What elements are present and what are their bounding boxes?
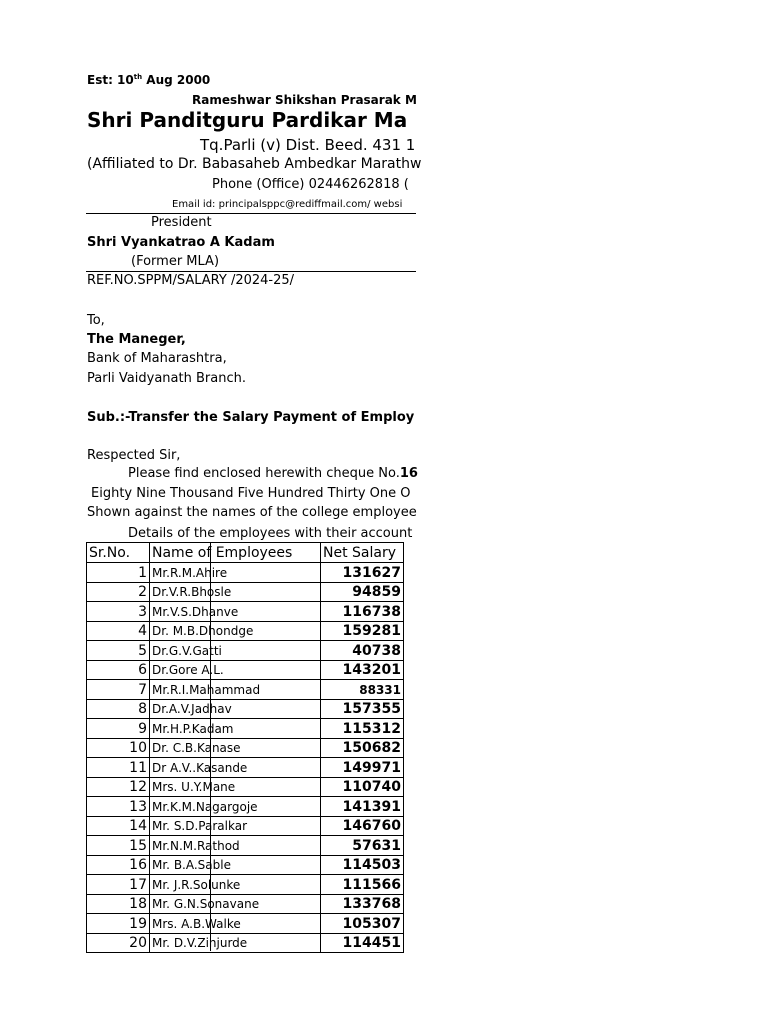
president-note: (Former MLA) xyxy=(131,254,220,269)
table-row xyxy=(87,836,404,856)
affiliation: (Affiliated to Dr. Babasaheb Ambedkar Marathw xyxy=(87,156,422,172)
table-row xyxy=(87,660,404,680)
president-divider xyxy=(86,271,416,272)
table-row xyxy=(87,933,404,953)
established-date: Est: 10th Aug 2000 xyxy=(87,73,211,87)
table-row xyxy=(87,680,404,700)
employee-name-cell: Mr.H.P.Kadam xyxy=(150,719,321,739)
employee-name-cell: Mr. G.N.Sonavane xyxy=(150,894,321,914)
net-salary-cell: 88331 xyxy=(321,680,404,700)
employee-name-cell: Mrs. A.B.Walke xyxy=(150,914,321,934)
sr-no-cell: 17 xyxy=(87,875,150,895)
column-divider xyxy=(210,542,211,951)
sr-no-cell: 12 xyxy=(87,777,150,797)
table-row xyxy=(87,875,404,895)
sr-no-cell: 1 xyxy=(87,563,150,583)
sr-no-cell: 5 xyxy=(87,641,150,661)
sr-no-cell: 16 xyxy=(87,855,150,875)
sr-no-cell: 10 xyxy=(87,738,150,758)
college-address: Tq.Parli (v) Dist. Beed. 431 1 xyxy=(200,136,416,154)
employee-name-cell: Mr. J.R.Solunke xyxy=(150,875,321,895)
net-salary-cell: 116738 xyxy=(321,602,404,622)
table-row xyxy=(87,855,404,875)
table-row xyxy=(87,719,404,739)
net-salary-cell: 159281 xyxy=(321,621,404,641)
net-salary-cell: 105307 xyxy=(321,914,404,934)
sr-no-cell: 3 xyxy=(87,602,150,622)
sr-no-cell: 2 xyxy=(87,582,150,602)
employee-name-cell: Dr.V.R.Bhosle xyxy=(150,582,321,602)
employee-name-cell: Dr.G.V.Gatti xyxy=(150,641,321,661)
table-row xyxy=(87,777,404,797)
employee-name-cell: Mr. D.V.Zinjurde xyxy=(150,933,321,953)
recipient: The Maneger, xyxy=(87,332,186,347)
header-name: Name of Employees xyxy=(150,543,321,563)
body-line-1: Please find enclosed herewith cheque No.16 xyxy=(128,466,418,481)
college-name: Shri Panditguru Pardikar Ma xyxy=(87,108,408,132)
phone: Phone (Office) 02446262818 ( xyxy=(212,177,409,192)
employee-salary-table xyxy=(86,542,404,953)
net-salary-cell: 94859 xyxy=(321,582,404,602)
sr-no-cell: 6 xyxy=(87,660,150,680)
net-salary-cell: 57631 xyxy=(321,836,404,856)
net-salary-cell: 131627 xyxy=(321,563,404,583)
society-name: Rameshwar Shikshan Prasarak M xyxy=(192,93,417,107)
table-row xyxy=(87,914,404,934)
table-row xyxy=(87,816,404,836)
sr-no-cell: 4 xyxy=(87,621,150,641)
table-row xyxy=(87,602,404,622)
email-website: Email id: principalsppc@rediffmail.com/ websi xyxy=(172,199,403,210)
header-net-salary: Net Salary xyxy=(321,543,404,563)
subject-line: Sub.:-Transfer the Salary Payment of Employ xyxy=(87,410,415,425)
employee-name-cell: Mr.R.I.Mahammad xyxy=(150,680,321,700)
employee-name-cell: Dr.Gore A.L. xyxy=(150,660,321,680)
table-row xyxy=(87,621,404,641)
employee-name-cell: Mrs. U.Y.Mane xyxy=(150,777,321,797)
employee-name-cell: Mr.R.M.Ahire xyxy=(150,563,321,583)
employee-name-cell: Mr.K.M.Nagargoje xyxy=(150,797,321,817)
sr-no-cell: 8 xyxy=(87,699,150,719)
table-header-row xyxy=(87,543,404,563)
president-title: President xyxy=(151,215,212,230)
net-salary-cell: 149971 xyxy=(321,758,404,778)
president-name: Shri Vyankatrao A Kadam xyxy=(87,235,275,250)
sr-no-cell: 19 xyxy=(87,914,150,934)
employee-name-cell: Mr.V.S.Dhanve xyxy=(150,602,321,622)
net-salary-cell: 115312 xyxy=(321,719,404,739)
employee-name-cell: Dr. M.B.Dhondge xyxy=(150,621,321,641)
reference-number: REF.NO.SPPM/SALARY /2024-25/ xyxy=(87,273,295,288)
sr-no-cell: 14 xyxy=(87,816,150,836)
body-line-4: Details of the employees with their account xyxy=(128,526,413,541)
salutation: Respected Sir, xyxy=(87,448,181,463)
table-row xyxy=(87,797,404,817)
header-sr-no: Sr.No. xyxy=(87,543,150,563)
sr-no-cell: 20 xyxy=(87,933,150,953)
sr-no-cell: 7 xyxy=(87,680,150,700)
employee-name-cell: Mr.N.M.Rathod xyxy=(150,836,321,856)
net-salary-cell: 110740 xyxy=(321,777,404,797)
net-salary-cell: 157355 xyxy=(321,699,404,719)
sr-no-cell: 11 xyxy=(87,758,150,778)
employee-name-cell: Mr. S.D.Paralkar xyxy=(150,816,321,836)
employee-name-cell: Dr A.V..Kasande xyxy=(150,758,321,778)
branch-name: Parli Vaidyanath Branch. xyxy=(87,371,246,386)
net-salary-cell: 133768 xyxy=(321,894,404,914)
body-line-3: Shown against the names of the college employee xyxy=(87,505,417,520)
net-salary-cell: 114503 xyxy=(321,855,404,875)
bank-name: Bank of Maharashtra, xyxy=(87,351,227,366)
table-row xyxy=(87,738,404,758)
net-salary-cell: 40738 xyxy=(321,641,404,661)
sr-no-cell: 13 xyxy=(87,797,150,817)
net-salary-cell: 141391 xyxy=(321,797,404,817)
table-row xyxy=(87,758,404,778)
sr-no-cell: 9 xyxy=(87,719,150,739)
table-row xyxy=(87,894,404,914)
employee-name-cell: Dr.A.V.Jadhav xyxy=(150,699,321,719)
table-row xyxy=(87,582,404,602)
net-salary-cell: 111566 xyxy=(321,875,404,895)
table-row xyxy=(87,641,404,661)
employee-name-cell: Dr. C.B.Kanase xyxy=(150,738,321,758)
body-line-2: Eighty Nine Thousand Five Hundred Thirty One O xyxy=(91,486,411,501)
net-salary-cell: 143201 xyxy=(321,660,404,680)
net-salary-cell: 146760 xyxy=(321,816,404,836)
net-salary-cell: 114451 xyxy=(321,933,404,953)
table-row xyxy=(87,699,404,719)
header-divider xyxy=(86,213,416,214)
sr-no-cell: 18 xyxy=(87,894,150,914)
net-salary-cell: 150682 xyxy=(321,738,404,758)
employee-name-cell: Mr. B.A.Sable xyxy=(150,855,321,875)
to-line: To, xyxy=(87,313,105,328)
sr-no-cell: 15 xyxy=(87,836,150,856)
table-row xyxy=(87,563,404,583)
